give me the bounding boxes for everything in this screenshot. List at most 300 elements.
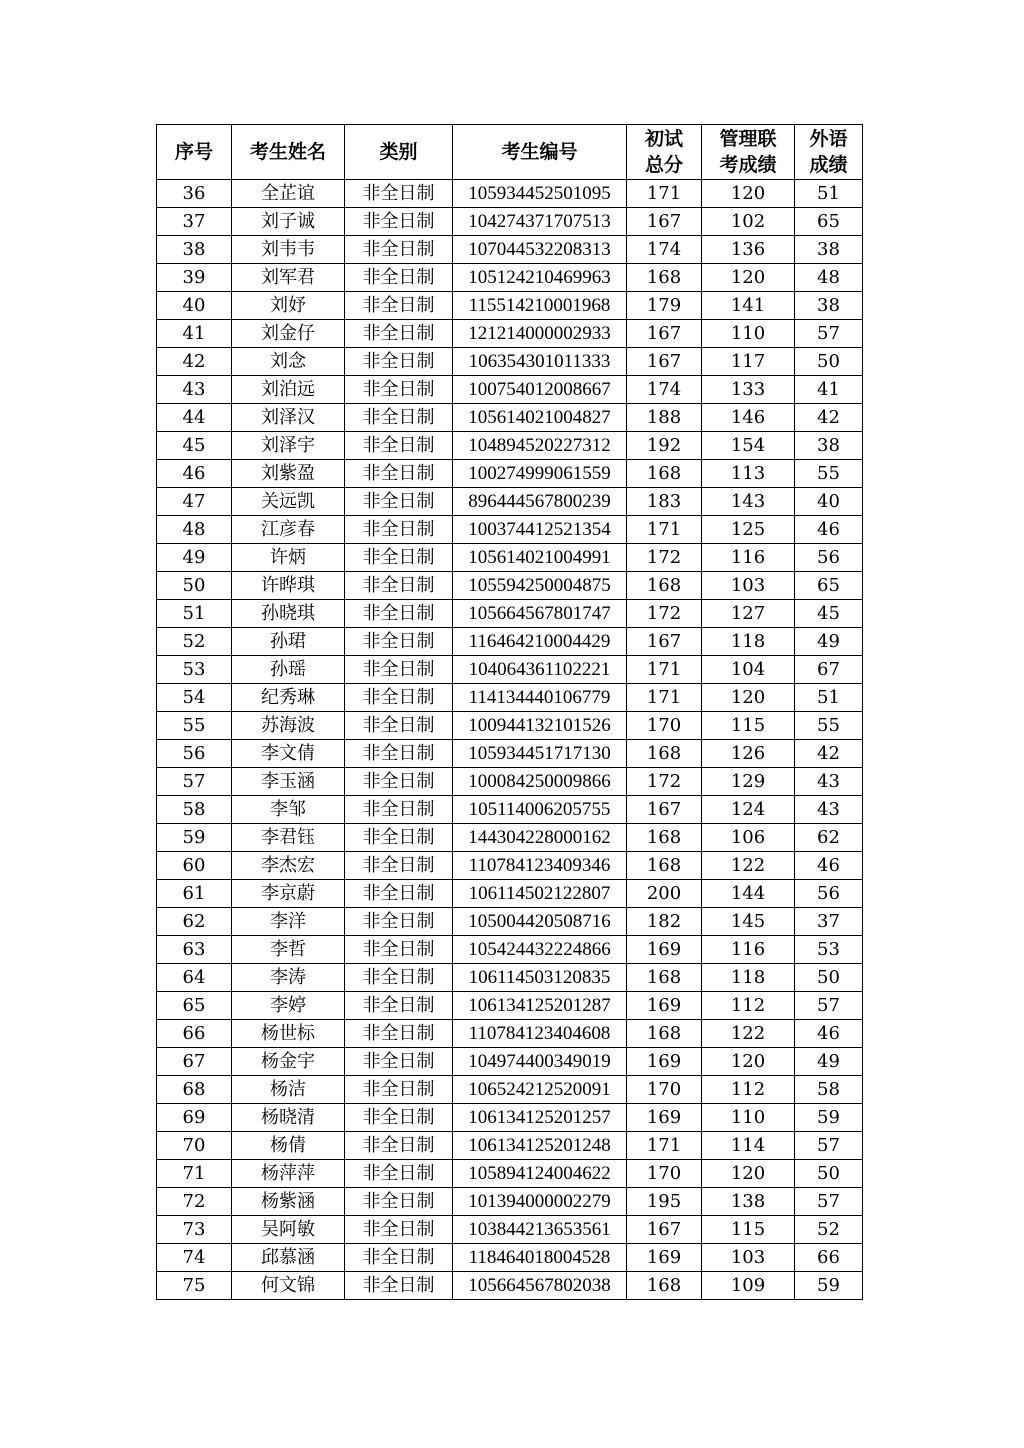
cell-exam-no: 105004420508716 xyxy=(453,908,627,936)
cell-exam-no: 106354301011333 xyxy=(453,348,627,376)
table-row xyxy=(157,292,863,320)
cell-mgmt-score: 120 xyxy=(702,264,795,292)
table-row xyxy=(157,516,863,544)
cell-seq: 58 xyxy=(157,796,232,824)
cell-foreign-score: 37 xyxy=(795,908,863,936)
table-row xyxy=(157,656,863,684)
cell-exam-no: 105124210469963 xyxy=(453,264,627,292)
header-mgmt-score-line1: 管理联 xyxy=(719,128,777,150)
cell-exam-no: 114134440106779 xyxy=(453,684,627,712)
cell-seq: 41 xyxy=(157,320,232,348)
cell-seq: 36 xyxy=(157,180,232,208)
cell-category: 非全日制 xyxy=(345,600,453,628)
cell-foreign-score: 57 xyxy=(795,1188,863,1216)
cell-mgmt-score: 117 xyxy=(702,348,795,376)
cell-seq: 56 xyxy=(157,740,232,768)
cell-exam-no: 103844213653561 xyxy=(453,1216,627,1244)
cell-category: 非全日制 xyxy=(345,348,453,376)
cell-initial-total: 192 xyxy=(627,432,702,460)
cell-foreign-score: 38 xyxy=(795,236,863,264)
table-row xyxy=(157,964,863,992)
cell-name: 纪秀琳 xyxy=(232,684,345,712)
table-row xyxy=(157,348,863,376)
cell-foreign-score: 48 xyxy=(795,264,863,292)
cell-mgmt-score: 120 xyxy=(702,1160,795,1188)
cell-name: 刘泊远 xyxy=(232,376,345,404)
cell-foreign-score: 43 xyxy=(795,768,863,796)
cell-mgmt-score: 136 xyxy=(702,236,795,264)
score-table xyxy=(156,124,863,1300)
cell-mgmt-score: 143 xyxy=(702,488,795,516)
table-row xyxy=(157,208,863,236)
table-body xyxy=(157,180,863,1300)
cell-mgmt-score: 106 xyxy=(702,824,795,852)
cell-name: 杨紫涵 xyxy=(232,1188,345,1216)
cell-name: 吴阿敏 xyxy=(232,1216,345,1244)
cell-initial-total: 179 xyxy=(627,292,702,320)
cell-initial-total: 174 xyxy=(627,376,702,404)
cell-seq: 39 xyxy=(157,264,232,292)
table-row xyxy=(157,264,863,292)
cell-category: 非全日制 xyxy=(345,1216,453,1244)
cell-exam-no: 104274371707513 xyxy=(453,208,627,236)
cell-name: 全芷谊 xyxy=(232,180,345,208)
cell-category: 非全日制 xyxy=(345,236,453,264)
table-row xyxy=(157,768,863,796)
cell-mgmt-score: 115 xyxy=(702,1216,795,1244)
cell-category: 非全日制 xyxy=(345,796,453,824)
cell-seq: 53 xyxy=(157,656,232,684)
cell-name: 许晔琪 xyxy=(232,572,345,600)
cell-name: 李玉涵 xyxy=(232,768,345,796)
cell-initial-total: 168 xyxy=(627,1272,702,1300)
cell-name: 李京蔚 xyxy=(232,880,345,908)
cell-mgmt-score: 116 xyxy=(702,544,795,572)
cell-seq: 63 xyxy=(157,936,232,964)
cell-mgmt-score: 116 xyxy=(702,936,795,964)
cell-initial-total: 168 xyxy=(627,264,702,292)
cell-name: 刘念 xyxy=(232,348,345,376)
cell-initial-total: 183 xyxy=(627,488,702,516)
cell-initial-total: 167 xyxy=(627,208,702,236)
cell-category: 非全日制 xyxy=(345,1104,453,1132)
cell-initial-total: 169 xyxy=(627,936,702,964)
cell-exam-no: 105934452501095 xyxy=(453,180,627,208)
cell-category: 非全日制 xyxy=(345,544,453,572)
cell-exam-no: 100084250009866 xyxy=(453,768,627,796)
cell-exam-no: 105934451717130 xyxy=(453,740,627,768)
cell-seq: 50 xyxy=(157,572,232,600)
cell-category: 非全日制 xyxy=(345,1076,453,1104)
cell-category: 非全日制 xyxy=(345,908,453,936)
header-category: 类别 xyxy=(345,125,453,180)
cell-foreign-score: 46 xyxy=(795,516,863,544)
cell-foreign-score: 40 xyxy=(795,488,863,516)
cell-exam-no: 116464210004429 xyxy=(453,628,627,656)
table-row xyxy=(157,376,863,404)
cell-exam-no: 106134125201287 xyxy=(453,992,627,1020)
cell-seq: 64 xyxy=(157,964,232,992)
cell-seq: 45 xyxy=(157,432,232,460)
table-row xyxy=(157,1216,863,1244)
table-row xyxy=(157,1272,863,1300)
cell-category: 非全日制 xyxy=(345,1048,453,1076)
header-mgmt-score-line2: 考成绩 xyxy=(719,154,777,176)
cell-category: 非全日制 xyxy=(345,1188,453,1216)
cell-initial-total: 168 xyxy=(627,460,702,488)
table-row xyxy=(157,572,863,600)
cell-exam-no: 105594250004875 xyxy=(453,572,627,600)
table-row xyxy=(157,460,863,488)
header-initial-total-line1: 初试 xyxy=(644,128,683,150)
cell-category: 非全日制 xyxy=(345,628,453,656)
cell-mgmt-score: 120 xyxy=(702,180,795,208)
cell-exam-no: 144304228000162 xyxy=(453,824,627,852)
cell-name: 杨洁 xyxy=(232,1076,345,1104)
cell-mgmt-score: 102 xyxy=(702,208,795,236)
cell-mgmt-score: 141 xyxy=(702,292,795,320)
cell-category: 非全日制 xyxy=(345,1272,453,1300)
cell-foreign-score: 51 xyxy=(795,180,863,208)
cell-mgmt-score: 118 xyxy=(702,628,795,656)
cell-foreign-score: 41 xyxy=(795,376,863,404)
cell-exam-no: 105664567801747 xyxy=(453,600,627,628)
table-row xyxy=(157,320,863,348)
cell-exam-no: 107044532208313 xyxy=(453,236,627,264)
cell-initial-total: 174 xyxy=(627,236,702,264)
cell-exam-no: 100754012008667 xyxy=(453,376,627,404)
cell-name: 刘妤 xyxy=(232,292,345,320)
cell-exam-no: 106134125201248 xyxy=(453,1132,627,1160)
table-row xyxy=(157,1048,863,1076)
cell-name: 杨倩 xyxy=(232,1132,345,1160)
cell-exam-no: 110784123404608 xyxy=(453,1020,627,1048)
cell-seq: 55 xyxy=(157,712,232,740)
table-row xyxy=(157,936,863,964)
cell-seq: 38 xyxy=(157,236,232,264)
cell-foreign-score: 57 xyxy=(795,992,863,1020)
cell-foreign-score: 52 xyxy=(795,1216,863,1244)
cell-name: 刘泽宇 xyxy=(232,432,345,460)
table-row xyxy=(157,908,863,936)
cell-name: 苏海波 xyxy=(232,712,345,740)
cell-category: 非全日制 xyxy=(345,292,453,320)
cell-mgmt-score: 120 xyxy=(702,684,795,712)
table-row xyxy=(157,852,863,880)
cell-foreign-score: 50 xyxy=(795,1160,863,1188)
cell-initial-total: 172 xyxy=(627,600,702,628)
cell-seq: 60 xyxy=(157,852,232,880)
cell-foreign-score: 49 xyxy=(795,628,863,656)
cell-initial-total: 169 xyxy=(627,1104,702,1132)
cell-seq: 47 xyxy=(157,488,232,516)
cell-name: 杨世标 xyxy=(232,1020,345,1048)
header-name: 考生姓名 xyxy=(232,125,345,180)
cell-exam-no: 105424432224866 xyxy=(453,936,627,964)
cell-initial-total: 171 xyxy=(627,1132,702,1160)
cell-foreign-score: 45 xyxy=(795,600,863,628)
cell-name: 刘韦韦 xyxy=(232,236,345,264)
cell-mgmt-score: 110 xyxy=(702,1104,795,1132)
cell-category: 非全日制 xyxy=(345,936,453,964)
cell-exam-no: 105614021004827 xyxy=(453,404,627,432)
cell-foreign-score: 62 xyxy=(795,824,863,852)
table-row xyxy=(157,544,863,572)
cell-name: 孙晓琪 xyxy=(232,600,345,628)
cell-exam-no: 105664567802038 xyxy=(453,1272,627,1300)
cell-initial-total: 167 xyxy=(627,796,702,824)
cell-initial-total: 171 xyxy=(627,516,702,544)
cell-name: 李洋 xyxy=(232,908,345,936)
cell-seq: 37 xyxy=(157,208,232,236)
cell-mgmt-score: 110 xyxy=(702,320,795,348)
cell-initial-total: 168 xyxy=(627,572,702,600)
table-header xyxy=(157,125,863,180)
cell-seq: 40 xyxy=(157,292,232,320)
cell-initial-total: 168 xyxy=(627,852,702,880)
table-row xyxy=(157,684,863,712)
cell-category: 非全日制 xyxy=(345,1020,453,1048)
cell-initial-total: 169 xyxy=(627,1048,702,1076)
table-row xyxy=(157,1160,863,1188)
cell-category: 非全日制 xyxy=(345,516,453,544)
header-foreign-score-line2: 成绩 xyxy=(809,154,848,176)
cell-foreign-score: 51 xyxy=(795,684,863,712)
cell-mgmt-score: 103 xyxy=(702,572,795,600)
cell-exam-no: 105614021004991 xyxy=(453,544,627,572)
cell-category: 非全日制 xyxy=(345,460,453,488)
cell-name: 李君钰 xyxy=(232,824,345,852)
cell-seq: 54 xyxy=(157,684,232,712)
cell-exam-no: 101394000002279 xyxy=(453,1188,627,1216)
cell-name: 李邹 xyxy=(232,796,345,824)
cell-seq: 72 xyxy=(157,1188,232,1216)
table-row xyxy=(157,628,863,656)
table-row xyxy=(157,712,863,740)
cell-seq: 49 xyxy=(157,544,232,572)
table-row xyxy=(157,180,863,208)
cell-mgmt-score: 145 xyxy=(702,908,795,936)
cell-seq: 48 xyxy=(157,516,232,544)
cell-seq: 70 xyxy=(157,1132,232,1160)
cell-seq: 62 xyxy=(157,908,232,936)
cell-foreign-score: 38 xyxy=(795,292,863,320)
cell-mgmt-score: 126 xyxy=(702,740,795,768)
cell-category: 非全日制 xyxy=(345,992,453,1020)
table-row xyxy=(157,796,863,824)
cell-category: 非全日制 xyxy=(345,1244,453,1272)
cell-foreign-score: 57 xyxy=(795,320,863,348)
cell-mgmt-score: 122 xyxy=(702,1020,795,1048)
cell-name: 孙瑶 xyxy=(232,656,345,684)
cell-initial-total: 195 xyxy=(627,1188,702,1216)
cell-exam-no: 104064361102221 xyxy=(453,656,627,684)
cell-mgmt-score: 138 xyxy=(702,1188,795,1216)
cell-category: 非全日制 xyxy=(345,208,453,236)
cell-foreign-score: 59 xyxy=(795,1272,863,1300)
cell-name: 李婷 xyxy=(232,992,345,1020)
table-row xyxy=(157,880,863,908)
cell-exam-no: 106134125201257 xyxy=(453,1104,627,1132)
cell-mgmt-score: 133 xyxy=(702,376,795,404)
cell-name: 孙珺 xyxy=(232,628,345,656)
cell-name: 李文倩 xyxy=(232,740,345,768)
cell-category: 非全日制 xyxy=(345,488,453,516)
cell-mgmt-score: 125 xyxy=(702,516,795,544)
table-row xyxy=(157,740,863,768)
cell-foreign-score: 50 xyxy=(795,348,863,376)
cell-exam-no: 110784123409346 xyxy=(453,852,627,880)
cell-mgmt-score: 154 xyxy=(702,432,795,460)
cell-initial-total: 168 xyxy=(627,740,702,768)
cell-initial-total: 171 xyxy=(627,656,702,684)
cell-name: 刘紫盈 xyxy=(232,460,345,488)
cell-name: 邱慕涵 xyxy=(232,1244,345,1272)
cell-seq: 74 xyxy=(157,1244,232,1272)
cell-exam-no: 104894520227312 xyxy=(453,432,627,460)
cell-seq: 46 xyxy=(157,460,232,488)
cell-category: 非全日制 xyxy=(345,264,453,292)
header-exam-no: 考生编号 xyxy=(453,125,627,180)
cell-foreign-score: 55 xyxy=(795,460,863,488)
cell-category: 非全日制 xyxy=(345,320,453,348)
cell-name: 江彦春 xyxy=(232,516,345,544)
cell-mgmt-score: 144 xyxy=(702,880,795,908)
cell-mgmt-score: 129 xyxy=(702,768,795,796)
cell-seq: 65 xyxy=(157,992,232,1020)
cell-initial-total: 170 xyxy=(627,1076,702,1104)
cell-foreign-score: 65 xyxy=(795,572,863,600)
cell-foreign-score: 56 xyxy=(795,880,863,908)
cell-name: 刘军君 xyxy=(232,264,345,292)
cell-mgmt-score: 127 xyxy=(702,600,795,628)
cell-exam-no: 896444567800239 xyxy=(453,488,627,516)
cell-name: 李哲 xyxy=(232,936,345,964)
cell-initial-total: 172 xyxy=(627,768,702,796)
cell-initial-total: 167 xyxy=(627,1216,702,1244)
cell-seq: 67 xyxy=(157,1048,232,1076)
cell-foreign-score: 42 xyxy=(795,404,863,432)
cell-category: 非全日制 xyxy=(345,712,453,740)
cell-initial-total: 171 xyxy=(627,684,702,712)
cell-name: 李杰宏 xyxy=(232,852,345,880)
cell-initial-total: 168 xyxy=(627,824,702,852)
cell-exam-no: 100274999061559 xyxy=(453,460,627,488)
cell-initial-total: 182 xyxy=(627,908,702,936)
cell-initial-total: 188 xyxy=(627,404,702,432)
cell-category: 非全日制 xyxy=(345,1132,453,1160)
header-row xyxy=(157,125,863,180)
cell-name: 许炳 xyxy=(232,544,345,572)
cell-foreign-score: 43 xyxy=(795,796,863,824)
cell-category: 非全日制 xyxy=(345,964,453,992)
cell-mgmt-score: 103 xyxy=(702,1244,795,1272)
cell-foreign-score: 59 xyxy=(795,1104,863,1132)
cell-mgmt-score: 112 xyxy=(702,1076,795,1104)
table-row xyxy=(157,1076,863,1104)
cell-exam-no: 106114503120835 xyxy=(453,964,627,992)
cell-category: 非全日制 xyxy=(345,376,453,404)
cell-exam-no: 100944132101526 xyxy=(453,712,627,740)
cell-initial-total: 168 xyxy=(627,964,702,992)
cell-foreign-score: 57 xyxy=(795,1132,863,1160)
table-row xyxy=(157,1020,863,1048)
table-row xyxy=(157,992,863,1020)
table-row xyxy=(157,404,863,432)
cell-exam-no: 104974400349019 xyxy=(453,1048,627,1076)
cell-mgmt-score: 112 xyxy=(702,992,795,1020)
cell-foreign-score: 55 xyxy=(795,712,863,740)
cell-category: 非全日制 xyxy=(345,824,453,852)
cell-exam-no: 118464018004528 xyxy=(453,1244,627,1272)
cell-foreign-score: 53 xyxy=(795,936,863,964)
cell-exam-no: 115514210001968 xyxy=(453,292,627,320)
table-row xyxy=(157,1188,863,1216)
cell-initial-total: 170 xyxy=(627,712,702,740)
cell-mgmt-score: 104 xyxy=(702,656,795,684)
cell-category: 非全日制 xyxy=(345,404,453,432)
cell-name: 刘金仔 xyxy=(232,320,345,348)
cell-foreign-score: 66 xyxy=(795,1244,863,1272)
cell-initial-total: 169 xyxy=(627,1244,702,1272)
cell-seq: 73 xyxy=(157,1216,232,1244)
cell-mgmt-score: 115 xyxy=(702,712,795,740)
cell-seq: 52 xyxy=(157,628,232,656)
cell-name: 刘泽汉 xyxy=(232,404,345,432)
cell-seq: 59 xyxy=(157,824,232,852)
cell-exam-no: 105894124004622 xyxy=(453,1160,627,1188)
cell-exam-no: 100374412521354 xyxy=(453,516,627,544)
table-row xyxy=(157,1132,863,1160)
cell-foreign-score: 58 xyxy=(795,1076,863,1104)
cell-exam-no: 106114502122807 xyxy=(453,880,627,908)
cell-category: 非全日制 xyxy=(345,1160,453,1188)
cell-initial-total: 200 xyxy=(627,880,702,908)
cell-mgmt-score: 109 xyxy=(702,1272,795,1300)
cell-category: 非全日制 xyxy=(345,852,453,880)
cell-initial-total: 171 xyxy=(627,180,702,208)
cell-mgmt-score: 114 xyxy=(702,1132,795,1160)
cell-foreign-score: 49 xyxy=(795,1048,863,1076)
table-row xyxy=(157,1244,863,1272)
table-row xyxy=(157,432,863,460)
cell-foreign-score: 50 xyxy=(795,964,863,992)
cell-category: 非全日制 xyxy=(345,432,453,460)
cell-seq: 57 xyxy=(157,768,232,796)
cell-initial-total: 167 xyxy=(627,320,702,348)
cell-initial-total: 167 xyxy=(627,628,702,656)
cell-exam-no: 105114006205755 xyxy=(453,796,627,824)
cell-seq: 68 xyxy=(157,1076,232,1104)
cell-mgmt-score: 120 xyxy=(702,1048,795,1076)
cell-initial-total: 167 xyxy=(627,348,702,376)
cell-mgmt-score: 146 xyxy=(702,404,795,432)
header-mgmt-score xyxy=(702,125,795,180)
table-row xyxy=(157,824,863,852)
cell-category: 非全日制 xyxy=(345,656,453,684)
table-row xyxy=(157,236,863,264)
cell-mgmt-score: 113 xyxy=(702,460,795,488)
cell-mgmt-score: 124 xyxy=(702,796,795,824)
cell-mgmt-score: 118 xyxy=(702,964,795,992)
cell-name: 李涛 xyxy=(232,964,345,992)
cell-exam-no: 106524212520091 xyxy=(453,1076,627,1104)
header-foreign-score xyxy=(795,125,863,180)
cell-seq: 44 xyxy=(157,404,232,432)
cell-seq: 61 xyxy=(157,880,232,908)
cell-initial-total: 169 xyxy=(627,992,702,1020)
cell-name: 杨晓清 xyxy=(232,1104,345,1132)
